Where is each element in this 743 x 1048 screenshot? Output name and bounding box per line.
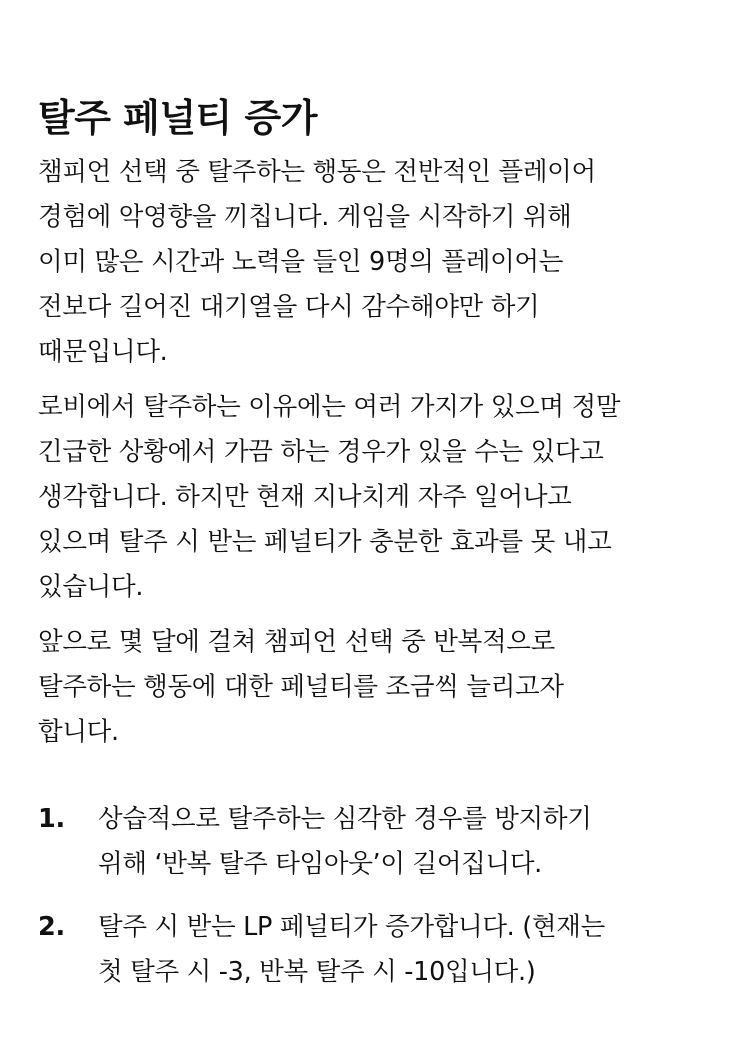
paragraph-line: 앞으로 몇 달에 걸쳐 챔피언 선택 중 반복적으로	[38, 627, 555, 657]
paragraph-2	[38, 385, 718, 610]
paragraph-line: 경험에 악영향을 끼칩니다. 게임을 시작하기 위해	[38, 202, 572, 232]
paragraph-line: 이미 많은 시간과 노력을 들인 9명의 플레이어는	[38, 247, 564, 277]
paragraph-1	[38, 150, 718, 375]
list-line: 위해 ‘반복 탈주 타임아웃’이 길어집니다.	[98, 849, 542, 879]
paragraph-line: 때문입니다.	[38, 337, 168, 367]
paragraph-line: 합니다.	[38, 717, 119, 747]
article-title: 탈주 페널티 증가	[38, 96, 317, 140]
paragraph-line: 긴급한 상황에서 가끔 하는 경우가 있을 수는 있다고	[38, 437, 604, 467]
paragraph-line: 탈주하는 행동에 대한 페널티를 조금씩 늘리고자	[38, 672, 564, 702]
list-item	[38, 905, 718, 995]
list-number: 1.	[38, 804, 65, 834]
paragraph-line: 로비에서 탈주하는 이유에는 여러 가지가 있으며 정말	[38, 392, 621, 422]
article	[38, 88, 718, 1013]
list-line: 상습적으로 탈주하는 심각한 경우를 방지하기	[98, 804, 592, 834]
paragraph-line: 있습니다.	[38, 572, 144, 602]
list-line: 첫 탈주 시 -3, 반복 탈주 시 -10입니다.)	[98, 957, 536, 987]
paragraph-line: 생각합니다. 하지만 현재 지나치게 자주 일어나고	[38, 482, 572, 512]
list-item	[38, 797, 718, 887]
paragraph-3	[38, 620, 718, 755]
paragraph-line: 전보다 길어진 대기열을 다시 감수해야만 하기	[38, 292, 540, 322]
list-line: 탈주 시 받는 LP 페널티가 증가합니다. (현재는	[98, 912, 605, 942]
change-list	[38, 797, 718, 995]
paragraph-line: 챔피언 선택 중 탈주하는 행동은 전반적인 플레이어	[38, 157, 596, 187]
paragraph-line: 있으며 탈주 시 받는 페널티가 충분한 효과를 못 내고	[38, 527, 612, 557]
list-number: 2.	[38, 912, 65, 942]
